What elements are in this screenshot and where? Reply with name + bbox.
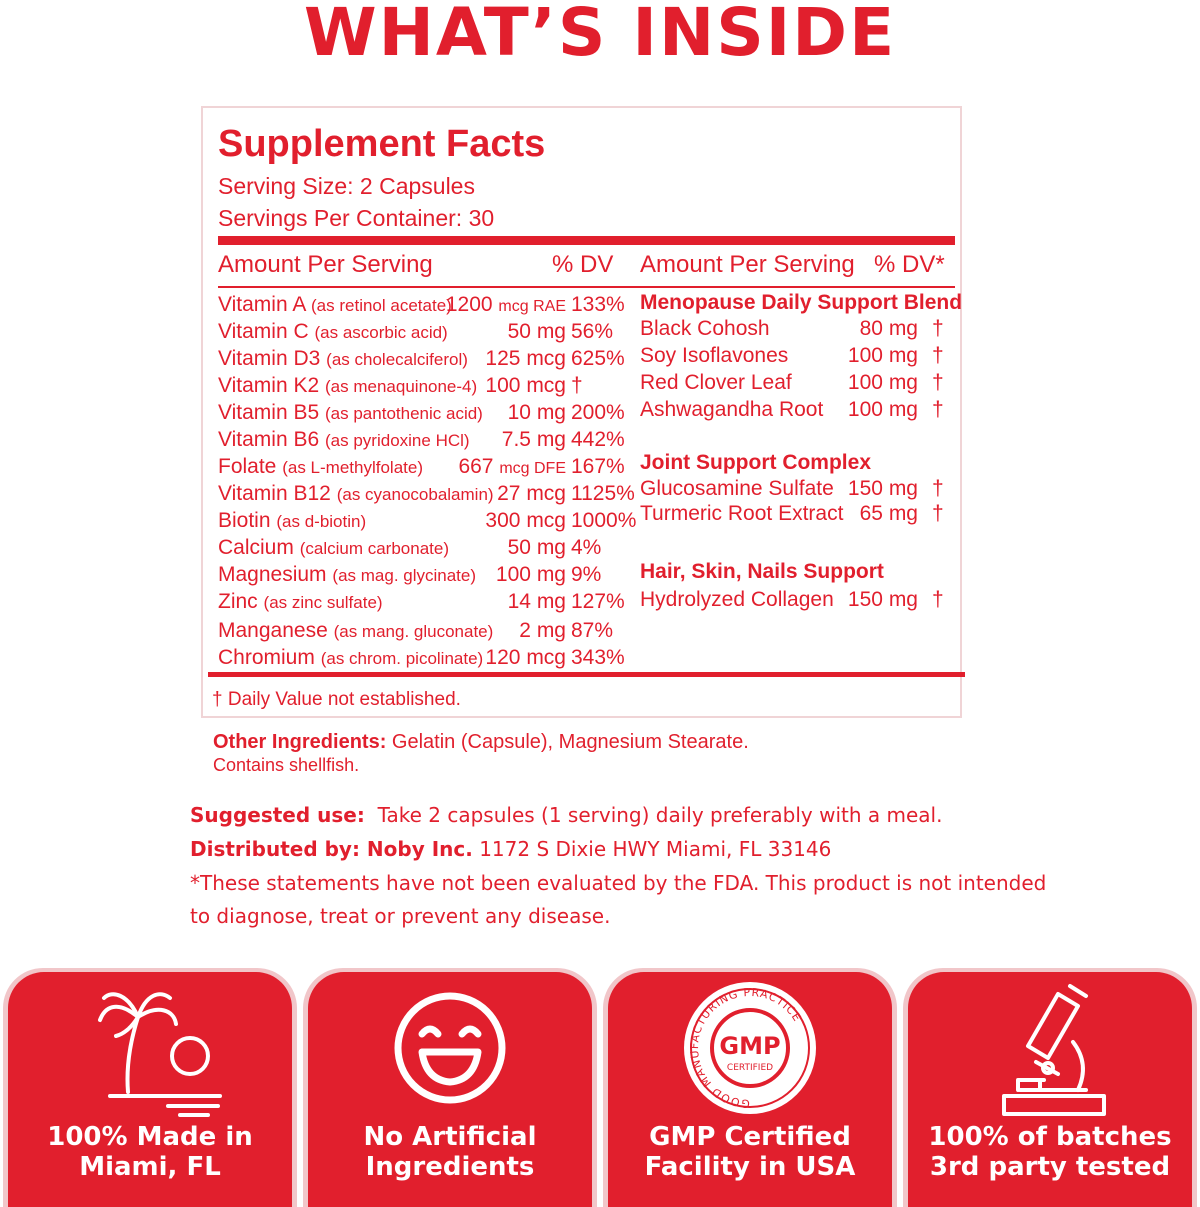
- amount-unit: mg: [536, 401, 566, 424]
- blend-item-name: Hydrolyzed Collagen: [640, 588, 834, 611]
- amount-unit: mg: [888, 477, 918, 500]
- seal-ring-text: GOOD MANUFACTURING PRACTICE: [687, 985, 805, 1111]
- vitamin-name: [218, 454, 423, 481]
- nutrient-label: Vitamin C: [218, 320, 309, 343]
- blend-item-dv: †: [932, 371, 944, 394]
- amount-value: 125: [485, 347, 521, 370]
- amount-value: 7.5: [501, 428, 531, 451]
- blend-item-name: Ashwagandha Root: [640, 398, 824, 421]
- nutrient-dv: 87%: [571, 619, 614, 642]
- vitamin-name: [218, 427, 470, 454]
- badge-no-artificial: [308, 972, 592, 1207]
- suggested-use-label: Suggested use:: [190, 803, 365, 827]
- nutrient-dv: 625%: [571, 347, 625, 370]
- amount-value: 100: [847, 344, 883, 367]
- amount-unit: mg: [888, 371, 918, 394]
- amount-value: 100: [485, 374, 521, 397]
- nutrient-dv: 127%: [571, 590, 625, 613]
- blend-title: Joint Support Complex: [640, 451, 871, 474]
- blend-item-name: Soy Isoflavones: [640, 344, 789, 367]
- nutrient-dv: 133%: [571, 293, 625, 316]
- blend-item-name: Glucosamine Sulfate: [640, 477, 834, 500]
- seal-certified-text: CERTIFIED: [726, 1063, 774, 1073]
- nutrient-dv: 167%: [571, 455, 625, 478]
- palm-tree-sun-icon: [8, 972, 292, 1122]
- suggested-use: [190, 799, 942, 831]
- nutrient-source: (as mang. gluconate): [333, 622, 494, 641]
- blend-item-name: Red Clover Leaf: [640, 371, 792, 394]
- nutrient-source: (as ascorbic acid): [314, 323, 448, 342]
- badge-third-party: [908, 972, 1192, 1207]
- nutrient-source: (as L-methylfolate): [282, 458, 423, 477]
- vitamin-name: [218, 562, 476, 589]
- amount-value: 100: [847, 371, 883, 394]
- nutrient-label: Vitamin K2: [218, 374, 320, 397]
- servings-per-container: Servings Per Container: 30: [218, 205, 495, 231]
- nutrient-dv: 56%: [571, 320, 614, 343]
- nutrient-source: (as retinol acetate): [311, 296, 452, 315]
- blend-item-dv: †: [932, 502, 944, 525]
- nutrient-dv: †: [571, 374, 583, 397]
- nutrient-label: Zinc: [218, 590, 258, 613]
- nutrient-dv: 442%: [571, 428, 625, 451]
- nutrient-amount: [508, 589, 566, 615]
- amount-value: 120: [485, 646, 521, 669]
- microscope-icon: [908, 972, 1192, 1122]
- amount-unit: mg: [888, 317, 918, 340]
- right-dv-header: % DV*: [874, 251, 945, 278]
- vitamin-name: [218, 589, 383, 616]
- nutrient-amount: [497, 481, 566, 507]
- blend-item-amount: [848, 476, 918, 502]
- nutrient-source: (calcium carbonate): [299, 539, 449, 558]
- amount-value: 50: [507, 320, 531, 343]
- nutrient-amount: [458, 454, 566, 482]
- blend-item-dv: †: [932, 477, 944, 500]
- vitamin-name: [218, 481, 494, 508]
- amount-unit: mcg RAE: [498, 298, 566, 315]
- supplement-facts-title: Supplement Facts: [218, 123, 546, 165]
- right-amount-header: Amount Per Serving: [640, 251, 855, 278]
- nutrient-label: Vitamin B5: [218, 401, 320, 424]
- suggested-use-text: Take 2 capsules (1 serving) daily preferably with a meal.: [364, 803, 943, 827]
- blend-item-dv: †: [932, 317, 944, 340]
- amount-unit: mg: [536, 428, 566, 451]
- distributed-by-text: 1172 S Dixie HWY Miami, FL 33146: [472, 837, 832, 861]
- nutrient-amount: [508, 319, 566, 345]
- other-ingredients: [213, 730, 749, 754]
- nutrient-amount: [485, 508, 566, 534]
- blend-item-dv: †: [932, 398, 944, 421]
- blend-item-amount: [848, 370, 918, 396]
- nutrient-source: (as cyanocobalamin): [336, 485, 494, 504]
- amount-unit: mg: [536, 320, 566, 343]
- blend-item-dv: †: [932, 344, 944, 367]
- nutrient-source: (as menaquinone-4): [325, 377, 478, 396]
- nutrient-label: Magnesium: [218, 563, 327, 586]
- vitamin-name: [218, 618, 493, 645]
- nutrient-amount: [485, 645, 566, 671]
- amount-unit: mcg: [526, 374, 566, 397]
- badge-line1: 100% of batches: [928, 1122, 1172, 1152]
- bottom-divider: [208, 672, 965, 677]
- blend-item-amount: [860, 501, 918, 527]
- nutrient-amount: [502, 427, 566, 453]
- dv-note: † Daily Value not established.: [212, 689, 461, 710]
- blend-item-amount: [848, 343, 918, 369]
- nutrient-label: Vitamin D3: [218, 347, 321, 370]
- nutrient-source: (as pantothenic acid): [325, 404, 483, 423]
- nutrient-source: (as cholecalciferol): [326, 350, 468, 369]
- distributed-by-label: Distributed by: Noby Inc.: [190, 837, 473, 861]
- vitamin-name: [218, 346, 468, 373]
- other-ingredients-text: Gelatin (Capsule), Magnesium Stearate.: [386, 731, 749, 753]
- amount-value: 10: [507, 401, 531, 424]
- nutrient-dv: 4%: [571, 536, 602, 559]
- amount-unit: mg: [888, 344, 918, 367]
- nutrient-amount: [496, 562, 566, 588]
- nutrient-dv: 1125%: [571, 482, 635, 505]
- amount-value: 300: [485, 509, 521, 532]
- nutrient-label: Chromium: [218, 646, 315, 669]
- amount-unit: mcg: [526, 646, 566, 669]
- nutrient-amount: [508, 535, 566, 561]
- amount-unit: mg: [888, 588, 918, 611]
- page-title: WHAT’S INSIDE: [303, 0, 897, 71]
- amount-unit: mcg: [526, 347, 566, 370]
- left-amount-header: Amount Per Serving: [218, 251, 433, 278]
- blend-title: Menopause Daily Support Blend: [640, 291, 963, 314]
- nutrient-label: Vitamin B12: [218, 482, 331, 505]
- amount-value: 150: [847, 588, 883, 611]
- nutrient-dv: 9%: [571, 563, 602, 586]
- vitamin-name: [218, 508, 366, 535]
- nutrient-dv: 343%: [571, 646, 625, 669]
- amount-unit: mcg DFE: [499, 460, 566, 477]
- vitamin-name: [218, 373, 477, 400]
- amount-unit: mcg: [526, 509, 566, 532]
- amount-unit: mg: [888, 502, 918, 525]
- badge-line2: Miami, FL: [79, 1152, 221, 1182]
- nutrient-label: Folate: [218, 455, 277, 478]
- fda-disclaimer-line2: to diagnose, treat or prevent any disease.: [190, 904, 611, 928]
- vitamin-name: [218, 645, 483, 672]
- blend-item-name: Turmeric Root Extract: [640, 502, 844, 525]
- amount-unit: mg: [888, 398, 918, 421]
- nutrient-source: (as mag. glycinate): [332, 566, 477, 585]
- other-ingredients-label: Other Ingredients:: [213, 731, 387, 753]
- thick-divider: [218, 236, 955, 245]
- badge-line2: Facility in USA: [644, 1152, 856, 1182]
- nutrient-amount: [446, 292, 566, 320]
- nutrient-amount: [485, 346, 566, 372]
- amount-unit: mg: [536, 536, 566, 559]
- nutrient-label: Calcium: [218, 536, 294, 559]
- gmp-seal-icon: [608, 972, 892, 1122]
- badge-line2: 3rd party tested: [929, 1152, 1171, 1182]
- badge-gmp: [608, 972, 892, 1207]
- nutrient-dv: 1000%: [571, 509, 637, 532]
- serving-size: Serving Size: 2 Capsules: [218, 173, 475, 199]
- blend-item-name: Black Cohosh: [640, 317, 770, 340]
- blend-item-amount: [848, 397, 918, 423]
- badge-line2: Ingredients: [365, 1152, 535, 1182]
- nutrient-label: Vitamin A: [218, 293, 306, 316]
- nutrient-amount: [508, 400, 566, 426]
- amount-value: 50: [507, 536, 531, 559]
- amount-unit: mg: [536, 619, 566, 642]
- vitamin-name: [218, 292, 452, 319]
- left-dv-header: % DV: [552, 251, 614, 278]
- vitamin-name: [218, 535, 449, 562]
- nutrient-source: (as d-biotin): [276, 512, 367, 531]
- nutrient-source: (as chrom. picolinate): [320, 649, 484, 668]
- fda-disclaimer-line1: *These statements have not been evaluated by the FDA. This product is not intended: [190, 871, 1047, 895]
- seal-gmp-text: GMP: [719, 1032, 781, 1060]
- amount-unit: mg: [536, 563, 566, 586]
- badge-line1: 100% Made in: [47, 1122, 253, 1152]
- badge-line1: No Artificial: [363, 1122, 537, 1152]
- blend-item-amount: [860, 316, 918, 342]
- vitamin-name: [218, 400, 483, 427]
- badge-made-in-miami: [8, 972, 292, 1207]
- nutrient-source: (as pyridoxine HCl): [325, 431, 470, 450]
- amount-value: 80: [859, 317, 883, 340]
- nutrient-amount: [519, 618, 566, 644]
- thin-divider: [218, 286, 955, 288]
- contains-note: Contains shellfish.: [213, 755, 360, 775]
- amount-value: 667: [458, 455, 494, 478]
- amount-value: 1200: [445, 293, 493, 316]
- badge-line1: GMP Certified: [649, 1122, 851, 1152]
- amount-value: 27: [497, 482, 521, 505]
- amount-value: 65: [859, 502, 883, 525]
- vitamin-name: [218, 319, 448, 346]
- smiley-face-icon: [308, 972, 592, 1122]
- amount-unit: mg: [536, 590, 566, 613]
- amount-unit: mcg: [526, 482, 566, 505]
- nutrient-source: (as zinc sulfate): [263, 593, 383, 612]
- amount-value: 2: [519, 619, 531, 642]
- amount-value: 14: [507, 590, 531, 613]
- nutrient-dv: 200%: [571, 401, 625, 424]
- amount-value: 100: [847, 398, 883, 421]
- blend-item-dv: †: [932, 588, 944, 611]
- amount-value: 150: [847, 477, 883, 500]
- distributed-by: [190, 833, 831, 865]
- nutrient-label: Vitamin B6: [218, 428, 320, 451]
- blend-item-amount: [848, 587, 918, 613]
- blend-title: Hair, Skin, Nails Support: [640, 560, 884, 583]
- nutrient-label: Biotin: [218, 509, 271, 532]
- nutrient-amount: [485, 373, 566, 399]
- nutrient-label: Manganese: [218, 619, 328, 642]
- amount-value: 100: [495, 563, 531, 586]
